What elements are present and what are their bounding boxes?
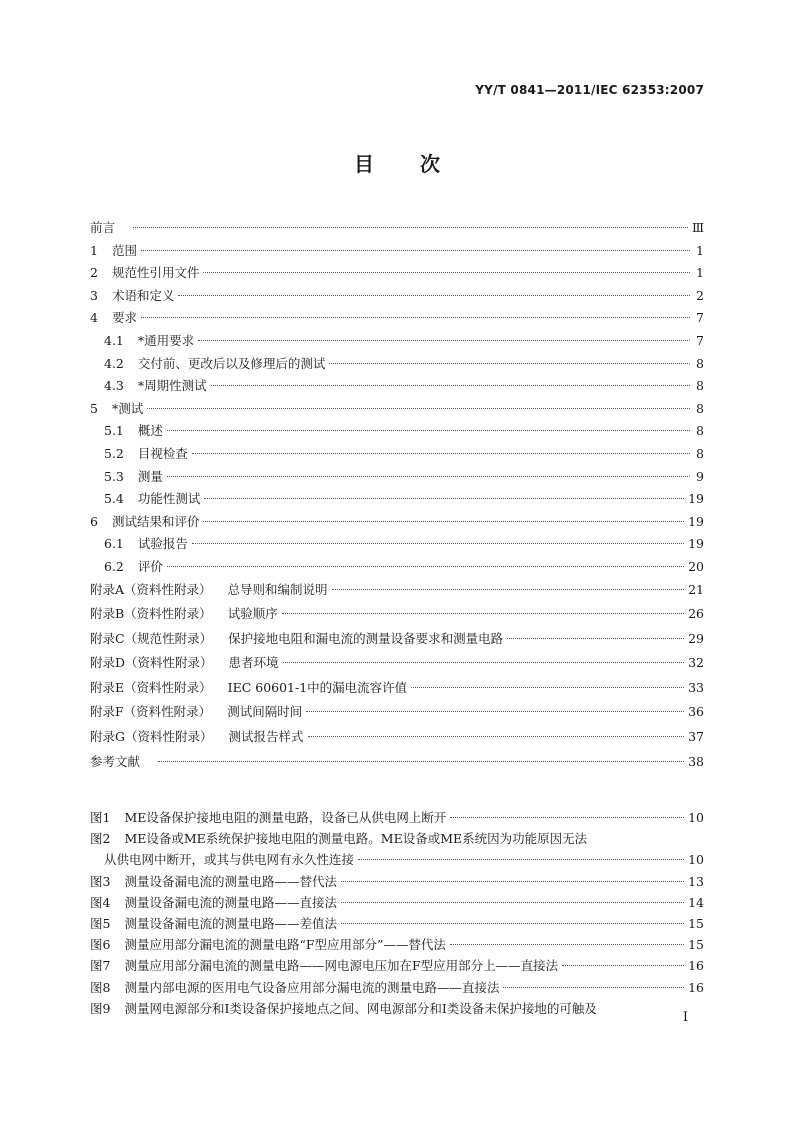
- figure-entry[interactable]: [90, 852, 704, 873]
- toc-entry-label: *通用要求: [137, 332, 195, 348]
- figure-entry[interactable]: [90, 916, 704, 937]
- dot-leader: [211, 385, 690, 386]
- figure-entry-label: 从供电网中断开，或其与供电网有永久性连接: [104, 852, 355, 868]
- figure-entry[interactable]: [90, 958, 704, 979]
- toc-entry-page: 20: [688, 558, 704, 574]
- dot-leader: [167, 566, 684, 567]
- toc-entry-label: 目视检查: [137, 445, 188, 461]
- toc-entry[interactable]: [90, 310, 704, 333]
- toc-entry-label: 测试结果和评价: [111, 513, 200, 529]
- figure-entry-number: 图5: [90, 915, 111, 931]
- figure-entry-number: 图1: [90, 810, 111, 825]
- toc-entry[interactable]: [90, 265, 704, 288]
- dot-leader: [562, 965, 684, 966]
- figure-entry[interactable]: [90, 874, 704, 895]
- dot-leader: [308, 736, 685, 737]
- toc-entry[interactable]: [90, 423, 704, 446]
- figure-entry-page: 16: [688, 958, 704, 974]
- dot-leader: [203, 272, 690, 273]
- toc-entry-label: 测量: [137, 468, 163, 484]
- figure-entry-label: 测量内部电源的医用电气设备应用部分漏电流的测量电路——直接法: [124, 979, 500, 995]
- toc-entry-number: 附录E（资料性附录）: [90, 679, 212, 695]
- toc-entry[interactable]: [90, 582, 704, 607]
- dot-leader: [203, 521, 684, 522]
- toc-entry-page: 7: [696, 332, 704, 348]
- toc-entry[interactable]: [90, 243, 704, 266]
- toc-entry-page: 38: [688, 753, 704, 769]
- toc-entry-page: 1: [696, 242, 704, 258]
- dot-leader: [507, 638, 684, 639]
- toc-entry-number: 5.4: [104, 491, 124, 507]
- figure-entry-label: 测量应用部分漏电流的测量电路——网电源电压加在F型应用部分上——直接法: [124, 958, 559, 974]
- dot-leader: [411, 687, 684, 688]
- figure-entry-number: 图4: [90, 894, 111, 910]
- toc-entry-page: 19: [688, 491, 704, 507]
- toc-entry-label: IEC 60601-1中的漏电流容许值: [227, 679, 408, 695]
- toc-entry[interactable]: [90, 680, 704, 705]
- toc-entry[interactable]: [90, 631, 704, 656]
- page-number: I: [682, 1010, 688, 1025]
- toc-entry-label: 术语和定义: [111, 287, 175, 303]
- dot-leader: [133, 227, 688, 228]
- toc-entry-page: 8: [696, 423, 704, 439]
- toc-entry-label: 概述: [137, 423, 163, 439]
- figure-entry[interactable]: [90, 895, 704, 916]
- toc-entry-page: 21: [688, 581, 704, 597]
- toc-entry-number: 4.3: [104, 378, 124, 394]
- dot-leader: [450, 944, 684, 945]
- toc-entry-page: 8: [696, 355, 704, 371]
- figure-entry-number: 图9: [90, 1000, 111, 1016]
- dot-leader: [341, 881, 684, 882]
- toc-entry[interactable]: [90, 378, 704, 401]
- toc-entry-page: 29: [688, 630, 704, 646]
- toc-entry[interactable]: [90, 220, 704, 243]
- toc-entry-label: 患者环境: [228, 655, 279, 671]
- toc-entry-label: 试验顺序: [227, 606, 278, 622]
- toc-entry-number: 附录C（规范性附录）: [90, 630, 213, 646]
- toc-entry-number: 3: [90, 287, 98, 303]
- toc-entry-number: 前言: [90, 220, 116, 235]
- toc-entry-number: 6: [90, 513, 98, 529]
- figure-entry[interactable]: [90, 937, 704, 958]
- toc-entry-number: 6.1: [104, 536, 124, 552]
- toc-entry-label: *周期性测试: [137, 378, 207, 394]
- toc-entry[interactable]: [90, 606, 704, 631]
- dot-leader: [192, 453, 690, 454]
- toc-entry-page: 37: [688, 729, 704, 745]
- figure-entry-page: 14: [688, 894, 704, 910]
- toc-entry[interactable]: [90, 536, 704, 559]
- toc-entry[interactable]: [90, 446, 704, 469]
- figure-entry-page: 10: [688, 810, 704, 825]
- toc-entry-number: 4.1: [104, 332, 124, 348]
- toc-entry[interactable]: [90, 754, 704, 777]
- toc-entry-label: 要求: [111, 310, 137, 326]
- toc-entry-label: 评价: [137, 558, 163, 574]
- toc-entry-number: 6.2: [104, 558, 124, 574]
- figure-entry-page: 15: [688, 937, 704, 953]
- toc-entry-number: 附录F（资料性附录）: [90, 704, 212, 720]
- toc-entry-page: 26: [688, 606, 704, 622]
- figure-entry-label: 测量设备漏电流的测量电路——替代法: [124, 873, 337, 889]
- toc-entry-number: 5: [90, 400, 98, 416]
- toc-entry[interactable]: [90, 333, 704, 356]
- toc-entry[interactable]: [90, 401, 704, 424]
- toc-entry-page: 2: [696, 287, 704, 303]
- toc-entry-number: 2: [90, 265, 98, 281]
- dot-leader: [358, 859, 684, 860]
- dot-leader: [450, 817, 684, 818]
- toc-entry[interactable]: [90, 491, 704, 514]
- figure-entry-label: 测量应用部分漏电流的测量电路“F型应用部分”——替代法: [124, 937, 446, 953]
- figure-entry-page: 16: [688, 979, 704, 995]
- toc-entry-number: 参考文献: [90, 753, 141, 769]
- toc-entry[interactable]: [90, 704, 704, 729]
- figure-entry-page: 10: [688, 852, 704, 868]
- dot-leader: [204, 498, 684, 499]
- toc-entry-page: 19: [688, 513, 704, 529]
- dot-leader: [198, 340, 690, 341]
- toc-entry-page: 9: [696, 468, 704, 484]
- toc-entry[interactable]: [90, 559, 704, 582]
- toc-entry-page: 1: [696, 265, 704, 281]
- figure-entry[interactable]: [90, 980, 704, 1001]
- toc-entry-page: 19: [688, 536, 704, 552]
- table-of-contents: [90, 220, 704, 776]
- toc-entry[interactable]: [90, 288, 704, 311]
- toc-entry-page: 36: [688, 704, 704, 720]
- figure-entry-number: 图6: [90, 937, 111, 953]
- toc-entry-label: 保护接地电阻和漏电流的测量设备要求和测量电路: [228, 630, 504, 646]
- dot-leader: [147, 408, 690, 409]
- figure-entry-number: 图8: [90, 979, 111, 995]
- toc-entry-number: 5.1: [104, 423, 124, 439]
- toc-entry-label: 交付前、更改后以及修理后的测试: [137, 355, 326, 371]
- dot-leader: [282, 613, 684, 614]
- figure-entry-label: ME设备保护接地电阻的测量电路，设备已从供电网上断开: [124, 810, 447, 825]
- figure-entry[interactable]: [90, 831, 704, 852]
- dot-leader: [341, 923, 684, 924]
- figure-entry-number: 图3: [90, 873, 111, 889]
- toc-entry-label: 范围: [111, 242, 137, 258]
- figure-entry-label: 测量网电源部分和Ⅰ类设备保护接地点之间、网电源部分和Ⅰ类设备未保护接地的可触及: [124, 1000, 597, 1016]
- list-of-figures: [90, 810, 704, 1022]
- toc-entry[interactable]: [90, 356, 704, 379]
- toc-entry-number: 附录G（资料性附录）: [90, 729, 213, 745]
- dot-leader: [503, 987, 684, 988]
- figure-entry-page: 13: [688, 873, 704, 889]
- toc-entry-number: 4: [90, 310, 98, 326]
- dot-leader: [341, 902, 684, 903]
- toc-entry-label: 试验报告: [137, 536, 188, 552]
- dot-leader: [306, 711, 684, 712]
- dot-leader: [141, 250, 690, 251]
- figure-entry-page: 15: [688, 915, 704, 931]
- toc-entry-page: 7: [696, 310, 704, 326]
- toc-entry-label: *测试: [111, 400, 144, 416]
- toc-entry-number: 4.2: [104, 355, 124, 371]
- toc-entry[interactable]: [90, 514, 704, 537]
- dot-leader: [178, 295, 690, 296]
- toc-entry-number: 5.3: [104, 468, 124, 484]
- figure-entry[interactable]: [90, 810, 704, 831]
- dot-leader: [192, 543, 684, 544]
- toc-entry-page: 33: [688, 679, 704, 695]
- toc-entry-page: 8: [696, 400, 704, 416]
- toc-entry-number: 附录A（资料性附录）: [90, 581, 212, 597]
- figure-entry-number: 图2: [90, 831, 111, 847]
- toc-entry-page: 8: [696, 445, 704, 461]
- toc-entry-page: 8: [696, 378, 704, 394]
- dot-leader: [283, 662, 685, 663]
- dot-leader: [141, 317, 690, 318]
- figure-entry-label: 测量设备漏电流的测量电路——直接法: [124, 894, 337, 910]
- toc-entry-number: 1: [90, 242, 98, 258]
- dot-leader: [158, 761, 684, 762]
- figure-entry[interactable]: [90, 1001, 704, 1022]
- toc-entry[interactable]: [90, 655, 704, 680]
- dot-leader: [332, 589, 685, 590]
- toc-entry-number: 附录D（资料性附录）: [90, 655, 213, 671]
- figure-entry-number: 图7: [90, 958, 111, 974]
- toc-entry[interactable]: [90, 469, 704, 492]
- toc-entry-label: 测试间隔时间: [227, 704, 303, 720]
- dot-leader: [329, 363, 690, 364]
- toc-entry-label: 总导则和编制说明: [227, 581, 328, 597]
- figure-entry-label: ME设备或ME系统保护接地电阻的测量电路。ME设备或ME系统因为功能原因无法: [124, 831, 588, 847]
- figure-entry-label: 测量设备漏电流的测量电路——差值法: [124, 915, 337, 931]
- toc-entry-page: Ⅲ: [691, 220, 704, 235]
- toc-entry-label: 测试报告样式: [228, 729, 304, 745]
- standard-code: YY/T 0841—2011/IEC 62353:2007: [475, 83, 704, 97]
- page-title: 目次: [354, 152, 486, 176]
- toc-entry-label: 功能性测试: [137, 491, 201, 507]
- toc-entry[interactable]: [90, 729, 704, 754]
- toc-entry-number: 附录B（资料性附录）: [90, 606, 212, 622]
- toc-entry-number: 5.2: [104, 445, 124, 461]
- toc-entry-label: 规范性引用文件: [111, 265, 200, 281]
- dot-leader: [167, 430, 690, 431]
- dot-leader: [167, 476, 690, 477]
- toc-entry-page: 32: [688, 655, 704, 671]
